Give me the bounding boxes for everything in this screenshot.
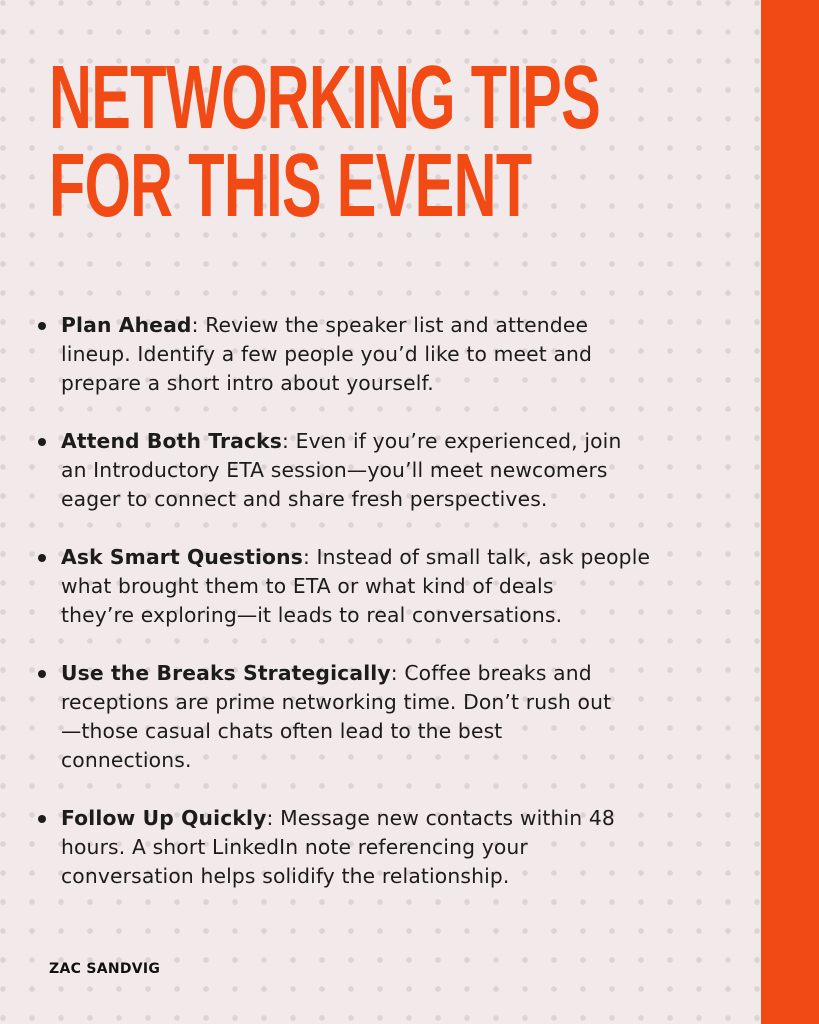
tip-text: : Instead of small talk, ask people — [302, 545, 651, 569]
tip-line: conversation helps solidify the relationship. — [61, 864, 510, 888]
tip-plan-ahead — [36, 311, 736, 398]
tip-lead: Attend Both Tracks — [61, 429, 283, 453]
bullet-icon — [38, 322, 46, 330]
accent-side-bar — [761, 0, 819, 1024]
tip-text: : Message new contacts within 48 — [266, 806, 615, 830]
tip-line: receptions are prime networking time. Don’t rush out — [61, 690, 612, 714]
tip-line: they’re exploring—it leads to real conversations. — [61, 603, 563, 627]
tip-lead: Ask Smart Questions — [61, 545, 303, 569]
bullet-icon — [38, 554, 46, 562]
tip-lead: Plan Ahead — [61, 313, 192, 337]
tip-line: hours. A short LinkedIn note referencing your — [61, 835, 528, 859]
tip-follow-up-quickly — [36, 804, 736, 891]
tip-attend-both-tracks — [36, 427, 736, 514]
title-line-2: FOR THIS EVENT — [49, 136, 532, 236]
tip-line: an Introductory ETA session—you’ll meet newcomers — [61, 458, 608, 482]
author-name: ZAC SANDVIG — [49, 961, 161, 977]
tip-line: lineup. Identify a few people you’d like to meet and — [61, 342, 593, 366]
tip-ask-smart-questions — [36, 543, 736, 630]
tip-text: : Even if you’re experienced, join — [282, 429, 622, 453]
tip-lead: Use the Breaks Strategically — [61, 661, 391, 685]
tip-lead: Follow Up Quickly — [61, 806, 267, 830]
tip-text: : Coffee breaks and — [390, 661, 592, 685]
bullet-icon — [38, 438, 46, 446]
tip-use-the-breaks — [36, 659, 736, 775]
tip-line: —those casual chats often lead to the best — [61, 719, 503, 743]
tip-line — [61, 427, 736, 456]
tips-list — [36, 311, 736, 920]
bullet-icon — [38, 670, 46, 678]
tip-line — [61, 311, 736, 340]
tip-line: what brought them to ETA or what kind of deals — [61, 574, 554, 598]
bullet-icon — [38, 815, 46, 823]
tip-line: prepare a short intro about yourself. — [61, 371, 434, 395]
tip-line: eager to connect and share fresh perspectives. — [61, 487, 548, 511]
tip-text: : Review the speaker list and attendee — [191, 313, 589, 337]
tip-line: connections. — [61, 748, 192, 772]
tip-line — [61, 804, 736, 833]
tip-line — [61, 543, 736, 572]
title-line-1: NETWORKING TIPS — [49, 48, 601, 148]
tip-line — [61, 659, 736, 688]
page-title — [49, 48, 601, 236]
